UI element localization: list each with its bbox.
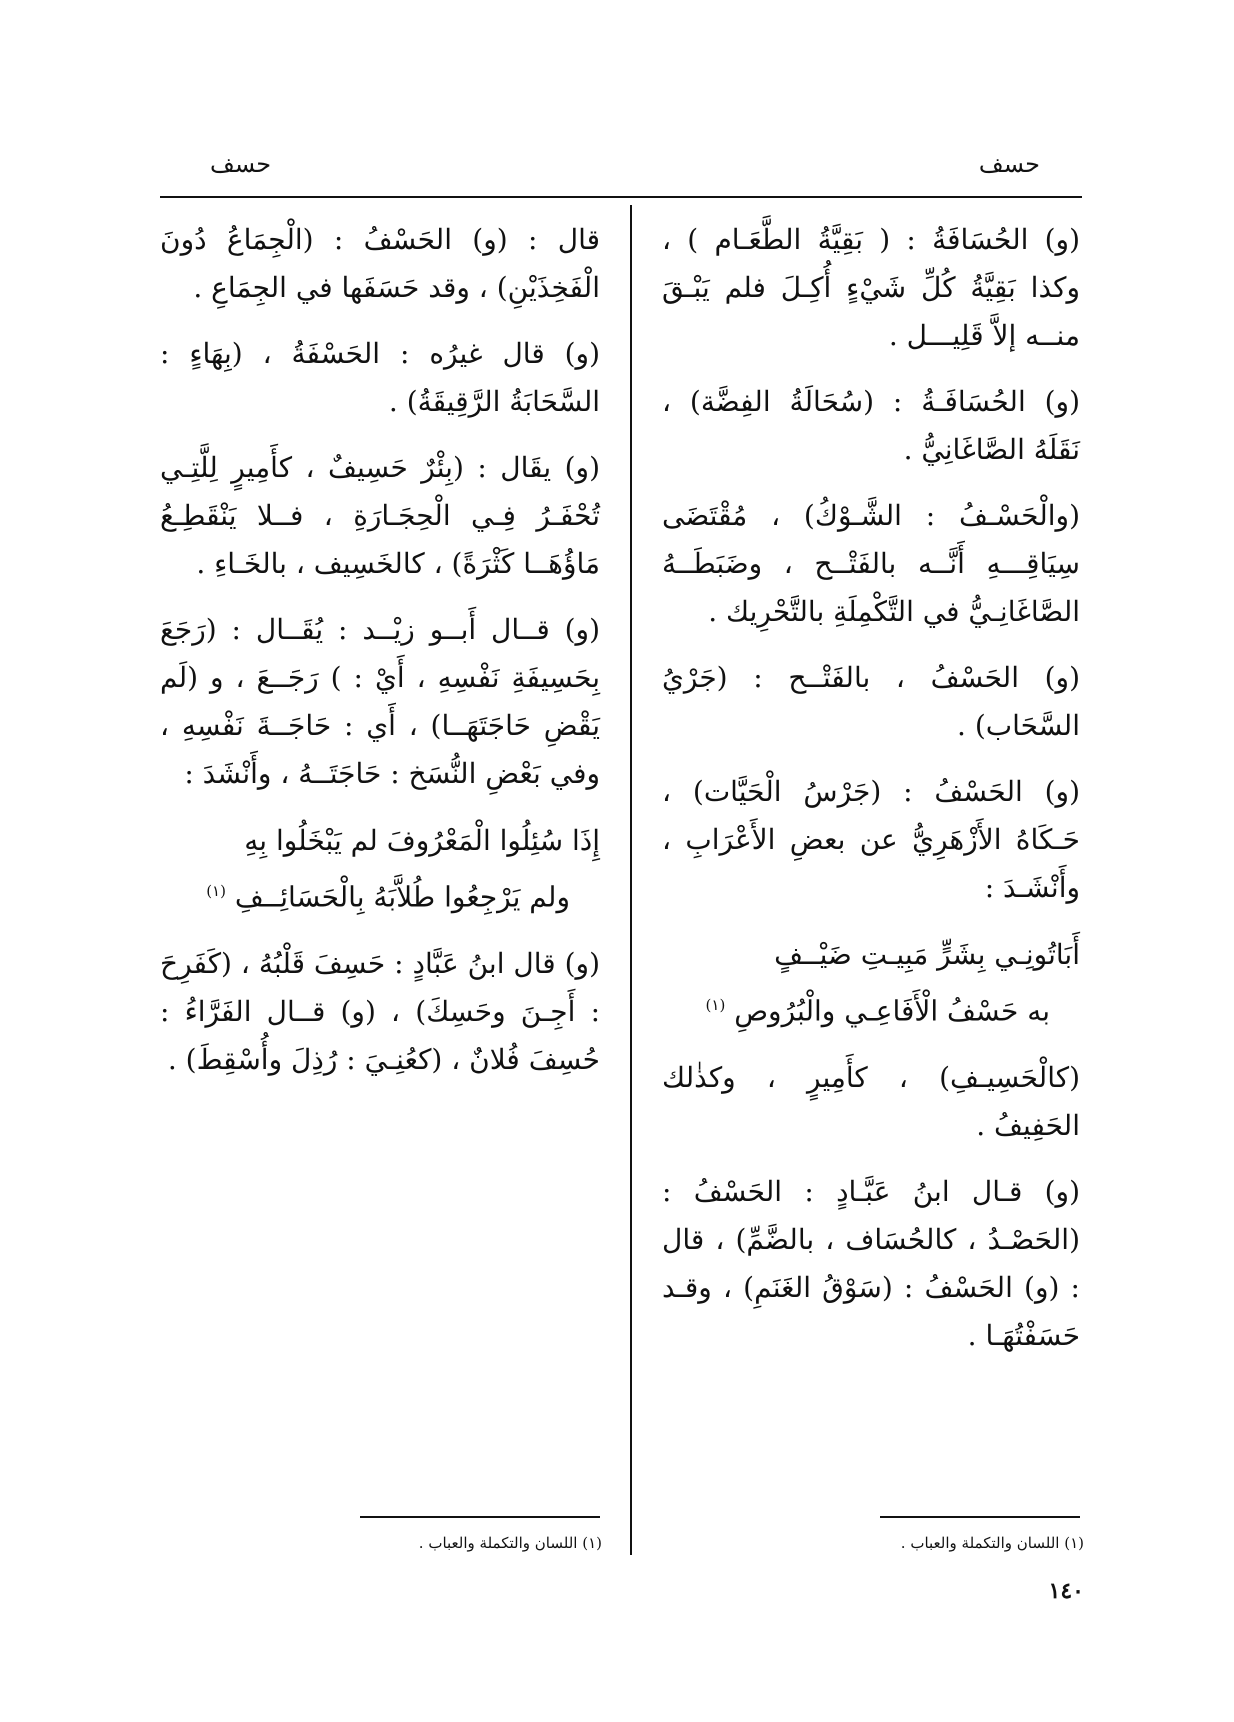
left-column bbox=[160, 216, 600, 1102]
column-divider bbox=[630, 205, 632, 1555]
entry-paragraph: (و) قال غيرُه : الحَسْفَةُ ، (بِهَاءٍ : السَّحَابَةُ الرَّقِيقَةُ) . bbox=[160, 337, 600, 418]
footnote-right: (١) اللسان والتكملة والعباب . bbox=[900, 1534, 1084, 1552]
entry-paragraph: (و) يقَال : (بِئْرٌ حَسِيفٌ ، كأَمِيرٍ لِلَّتِـي تُحْفَـرُ فِـي الْحِجَـارَةِ ، فــلا يَنْقَطِـعُ مَاؤُهَــا كَثْرَةً) ، كالخَسِيف ، بالخَـاءِ . bbox=[160, 451, 600, 580]
footnote-rule-right bbox=[880, 1516, 1080, 1518]
verse-hemistich-1: أَبَاتُونِـي بِشَرٍّ مَبِيـتِ ضَيْــفٍ bbox=[774, 938, 1080, 971]
poetry-verse bbox=[160, 816, 600, 922]
verse-hemistich-1: إِذَا سُئِلُوا الْمَعْرُوفَ لم يَبْخَلُوا بِهِ bbox=[244, 824, 600, 857]
entry-paragraph: (و) قال ابنُ عَبَّادٍ : حَسِفَ قَلْبُهُ ، (كَفَرِحَ : أَجِـنَ وحَسِكَ) ، (و) قــال الفَرَّاءُ : حُسِفَ فُلانٌ ، (كعُنِـيَ : رُذِلَ وأُسْقِطَ) . bbox=[160, 947, 600, 1077]
entry-paragraph: قال : (و) الحَسْفُ : (الْجِمَاعُ دُونَ الْفَخِذَيْنِ) ، وقد حَسَفَها في الجِمَاعِ . bbox=[160, 223, 600, 304]
verse-text: ولم يَرْجِعُوا طُلاَّبَهُ بِالْحَسَائِــفِ bbox=[234, 880, 570, 914]
footnote-rule-left bbox=[360, 1516, 600, 1518]
verse-hemistich-2 bbox=[662, 980, 1080, 1036]
footnote-left: (١) اللسان والتكملة والعباب . bbox=[418, 1534, 602, 1552]
right-column bbox=[662, 216, 1080, 1378]
page-number: ١٤٠ bbox=[1048, 1578, 1084, 1604]
entry-paragraph: (كالْحَسِيـفِ) ، كأَمِيرٍ ، وكذٰلك الحَفِيفُ . bbox=[662, 1061, 1080, 1143]
entry-paragraph: (و) الحَسْفُ ، بالفَتْــح : (جَرْيُ السَّحَاب) . bbox=[662, 661, 1080, 742]
poetry-verse bbox=[662, 930, 1080, 1036]
entry-paragraph: (و) قــال أَبــو زيْــد : يُقَــال : (رَجَعَ بِحَسِيفَةِ نَفْسِهِ ، أَيْ : ) رَجَــعَ ، و (لَم يَقْضِ حَاجَتَهَــا) ، أَي : حَاجَــةَ نَفْسِهِ ، وفي بَعْضِ النُّسَخ : حَاجَتَــهُ ، وأَنْشَدَ : bbox=[160, 613, 600, 790]
header-root-word-right: حسف bbox=[978, 150, 1040, 178]
entry-paragraph: (و) الحُسَافَةُ : ( بَقِيَّةُ الطَّعَـام ) ، وكذا بَقِيَّةُ كُلِّ شَيْءٍ أُكِـلَ فلم يَبْـقَ منــه إلاَّ قَلِيـــل . bbox=[662, 223, 1080, 352]
entry-paragraph: (و) قـال ابنُ عَبَّـادٍ : الحَسْفُ : (الحَصْـدُ ، كالحُسَاف ، بالضَّمِّ) ، قال : (و) الحَسْفُ : (سَوْقُ الغَنَمِ) ، وقـد حَسَفْتُهَـا . bbox=[662, 1175, 1080, 1353]
verse-hemistich-2 bbox=[160, 866, 600, 922]
verse-text: به حَسْفُ الْأَفَاعِـي والْبُرُوصِ bbox=[734, 994, 1050, 1028]
footnote-marker: (١) bbox=[206, 882, 226, 900]
header-rule bbox=[160, 196, 1082, 198]
header-root-word-left: حسف bbox=[210, 150, 272, 178]
entry-paragraph: (و) الحُسَافَـةُ : (سُحَالَةُ الفِضَّة) ، نَقَلَهُ الصَّاغَانِيُّ . bbox=[662, 385, 1080, 466]
page-header bbox=[160, 150, 1080, 190]
entry-paragraph: (والْحَسْـفُ : الشَّـوْكُ) ، مُقْتَضَى سِيَاقِـــهِ أَنَّــه بالفَتْــح ، وضَبَطَــهُ الصَّاغَانِـيُّ في التَّكْمِلَةِ بالتَّحْرِيك . bbox=[662, 499, 1080, 628]
footnote-marker: (١) bbox=[705, 996, 726, 1014]
entry-paragraph: (و) الحَسْفُ : (جَرْسُ الْحَيَّات) ، حَـكَاهُ الأَزْهَرِيُّ عن بعضِ الأَعْرَابِ ، وأَنْشَـدَ : bbox=[662, 775, 1080, 904]
